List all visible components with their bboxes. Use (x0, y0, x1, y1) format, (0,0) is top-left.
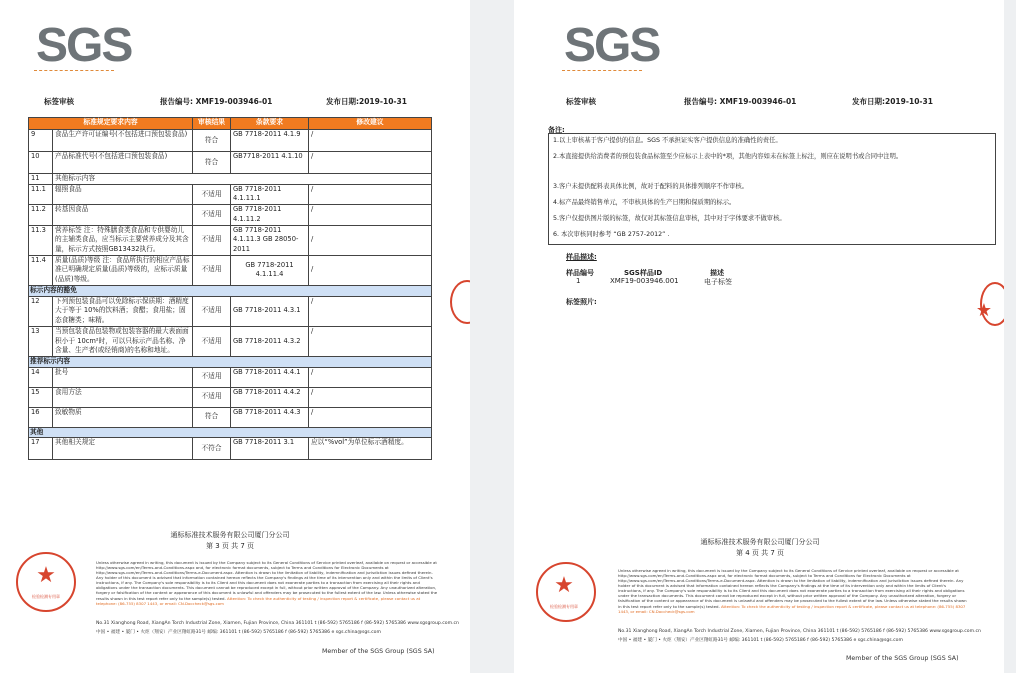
table-row (29, 255, 432, 285)
logo-divider (562, 70, 642, 71)
notes-box (548, 133, 996, 245)
row-advice: / (309, 184, 432, 204)
edge-seal (980, 282, 1004, 326)
row-clause: GB 7718-2011 3.1 (231, 438, 309, 460)
section-row (29, 285, 432, 296)
seal-star-icon: ★ (36, 563, 56, 588)
seal-text: 检验检测专用章 (550, 604, 578, 609)
seal-text: 检验检测专用章 (32, 594, 60, 599)
note-item: 5.客户仅提供图片版的标签，故仅对其标签信息审核，其中对于字体要求不做审核。 (553, 215, 786, 222)
table-row (29, 152, 432, 174)
row-content: 产品标准代号(不包括进口预包装食品) (53, 152, 193, 174)
edge-seal-star-icon: ★ (975, 300, 993, 321)
address-en: No.31 Xianghong Road, XiangAn Torch Industrial Zone, Xiamen, Fujian Province, China 361101 t (86-592) 5765186 f (86-592) 5765386 www.sgsgroup.com.cn (96, 621, 459, 626)
header-issue-date: 发布日期:2019-10-31 (852, 97, 933, 106)
row-advice: / (309, 367, 432, 387)
section-title: 推荐标示内容 (29, 356, 432, 367)
table-row (29, 387, 432, 407)
member-note: Member of the SGS Group (SGS SA) (846, 655, 959, 662)
row-advice: / (309, 407, 432, 427)
row-clause: GB 7718-2011 4.1.11.1 (231, 184, 309, 204)
row-result: 不适用 (193, 225, 231, 255)
note-item: 2.本直接提供给消费者的预包装食品标签至少应标示上表中的*项，其他内容如未在标签上标注，则应在说明书或合同中注明。 (553, 153, 903, 160)
row-clause: GB7718-2011 4.1.10 (231, 152, 309, 174)
row-result: 不适用 (193, 296, 231, 326)
row-advice: / (309, 205, 432, 225)
row-number: 9 (29, 130, 53, 152)
row-result: 符合 (193, 130, 231, 152)
row-content: 转基因食品 (53, 205, 193, 225)
row-content: 营养标签 注：特殊膳食类食品和专供婴幼儿的主辅类食品，应当标示主要营养成分及其含量，标示方式按照GB13432执行。 (53, 225, 193, 255)
row-content: 当预包装食品包装物或包装容器的最大表面面积小于 10cm²时，可以只标示产品名称、净含量、生产者(或经销商)的名称和地址。 (53, 326, 193, 356)
page-footer-center (650, 537, 870, 558)
row-advice: / (309, 225, 432, 255)
row-result: 不适用 (193, 205, 231, 225)
row-content: 食用方法 (53, 387, 193, 407)
attention-text: Attention: To check the authenticity of testing / inspection report & certificate, please contact us at telephone: (86-755) 8307 1443, or email: CN.Doccheck@sgs.com (618, 603, 966, 614)
table-row (29, 174, 432, 185)
section-row (29, 427, 432, 438)
header-issue-date: 发布日期:2019-10-31 (326, 97, 407, 106)
table-row (29, 205, 432, 225)
row-advice: / (309, 326, 432, 356)
row-advice: / (309, 152, 432, 174)
table-row (29, 130, 432, 152)
row-content: 下列预包装食品可以免除标示保质期：酒精度大于等于 10%的饮料酒；食醋；食用盐；固态食糖类；味精。 (53, 296, 193, 326)
logo-divider (34, 70, 114, 71)
header-left: 标签审核 (44, 97, 74, 106)
row-number: 15 (29, 387, 53, 407)
sgs-logo: SGS (36, 19, 132, 72)
row-number: 11 (29, 174, 53, 185)
row-clause: GB 7718-2011 4.1.9 (231, 130, 309, 152)
row-result: 符合 (193, 152, 231, 174)
terms-text: Unless otherwise agreed in writing, this document is issued by the Company subject to its General Conditions of Service printed overleaf, available on request or accessible at http://www.sgs.com/en/Terms-and-Conditions.aspx and, for electronic format documents, subject to Terms and Conditions for Electronic Documents at http://www.sgs.com/en/Terms-and-Conditions/Terms-e-Document.aspx. Attention is drawn to the limitation of liability, indemnification and jurisdiction issues defined therein. Any holder of this document is advised that information contained hereon reflects the Company's findings at the time of its intervention only and within the limits of Client's instructions, if any. The Company's sole responsibility is to its Client and this document does not exonerate parties to a transaction from exercising all their rights and obligations under the transaction documents. This document cannot be reproduced except in full, without prior written approval of the Company. Any unauthorized alteration, forgery or falsification of the content or appearance of this document is unlawful and offenders may be prosecuted to the fullest extent of the law. Unless otherwise stated the results shown in this test report refer only to the sample(s) tested. (618, 568, 967, 609)
page-footer-center (130, 530, 330, 551)
row-content: 质量(品质)等级 注：食品所执行的相应产品标准已明确规定质量(品质)等级的，应标示质量(品质)等级。 (53, 255, 193, 285)
row-result: 不适用 (193, 367, 231, 387)
report-page-4 (514, 0, 1004, 673)
row-number: 12 (29, 296, 53, 326)
row-content: 食品生产许可证编号(不包括进口预包装食品) (53, 130, 193, 152)
row-number: 11.3 (29, 225, 53, 255)
sample-description-label: 样品描述: (566, 253, 597, 261)
column-header: 审核结果 (193, 118, 231, 130)
row-number: 13 (29, 326, 53, 356)
page-number: 第 4 页 共 7 页 (735, 548, 785, 557)
row-number: 11.1 (29, 184, 53, 204)
terms-text: Unless otherwise agreed in writing, this document is issued by the Company subject to its General Conditions of Service printed overleaf, available on request or accessible at http://www.sgs.com/en/Terms-and-Conditions.aspx and, for electronic format documents, subject to Terms and Conditions for Electronic Documents at http://www.sgs.com/en/Terms-and-Conditions/Terms-e-Document.aspx. Attention is drawn to the limitation of liability, indemnification and jurisdiction issues defined therein. Any holder of this document is advised that information contained hereon reflects the Company's findings at the time of its intervention only and within the limits of Client's instructions, if any. The Company's sole responsibility is to its Client and this document does not exonerate parties to a transaction from exercising all their rights and obligations under the transaction documents. This document cannot be reproduced except in full, without prior written approval of the Company. Any unauthorized alteration, forgery or falsification of the content or appearance of this document is unlawful and offenders may be prosecuted to the fullest extent of the law. Unless otherwise stated the results shown in this test report refer only to the sample(s) tested. (96, 560, 438, 601)
row-result: 不适用 (193, 387, 231, 407)
sample-header-sgs-id: SGS样品ID (624, 269, 663, 277)
row-content: 其他标示内容 (53, 174, 432, 185)
sample-number: 1 (576, 277, 581, 285)
table-row (29, 407, 432, 427)
report-page-3 (0, 0, 470, 673)
row-clause: GB 7718-2011 4.3.1 (231, 296, 309, 326)
label-photo-label: 标签照片: (566, 298, 597, 306)
row-advice: / (309, 130, 432, 152)
note-item: 1.以上审核基于客户提供的信息。SGS 不承担证实客户提供信息的准确性的责任。 (553, 137, 782, 144)
column-header: 条款要求 (231, 118, 309, 130)
terms-fine-print (96, 560, 438, 616)
member-note: Member of the SGS Group (SGS SA) (322, 648, 435, 655)
row-number: 11.4 (29, 255, 53, 285)
table-row (29, 225, 432, 255)
row-content: 批号 (53, 367, 193, 387)
address-en: No.31 Xianghong Road, XiangAn Torch Industrial Zone, Xiamen, Fujian Province, China 361101 t (86-592) 5765186 f (86-592) 5765386 www.sgsgroup.com.cn (618, 629, 981, 634)
sample-description: 电子标签 (704, 278, 732, 286)
row-result: 不适用 (193, 326, 231, 356)
review-table (28, 117, 432, 460)
row-number: 11.2 (29, 205, 53, 225)
seal-star-icon: ★ (554, 573, 574, 598)
table-row (29, 326, 432, 356)
attention-text: Attention: To check the authenticity of testing / inspection report & certificate, please contact us at telephone: (86-755) 8307 1443, or email: CN.Doccheck@sgs.com (96, 595, 421, 606)
row-advice: / (309, 387, 432, 407)
section-row (29, 356, 432, 367)
address-cn: 中国 • 福建 • 厦门 • 火炬（翔安）产业区翔虹路31号 邮编: 361101 t (86-592) 5765186 f (86-592) 5765386 e sgs.china@sgs.com (96, 630, 381, 635)
row-content: 辐照食品 (53, 184, 193, 204)
note-item: 3.客户未提供配料表具体比例，故对于配料的具体排列顺序不作审核。 (553, 183, 748, 190)
sample-header-desc: 描述 (710, 269, 724, 277)
column-header: 修改建议 (309, 118, 432, 130)
table-row (29, 296, 432, 326)
edge-seal (450, 280, 470, 324)
sample-sgs-id: XMF19-003946.001 (610, 277, 679, 285)
row-advice: / (309, 255, 432, 285)
row-clause: GB 7718-2011 4.3.2 (231, 326, 309, 356)
row-clause: GB 7718-2011 4.4.1 (231, 367, 309, 387)
row-number: 17 (29, 438, 53, 460)
sample-header-id: 样品编号 (566, 269, 594, 277)
row-content: 其他相关规定 (53, 438, 193, 460)
row-number: 14 (29, 367, 53, 387)
row-clause: GB 7718-2011 4.1.11.3 GB 28050-2011 (231, 225, 309, 255)
page-number: 第 3 页 共 7 页 (205, 541, 255, 550)
row-content: 致敏物质 (53, 407, 193, 427)
notes-title: 备注: (548, 126, 565, 134)
table-header-row (29, 118, 432, 130)
note-item: 6. 本次审核同时参考 “GB 2757-2012” . (553, 231, 670, 238)
table-row (29, 367, 432, 387)
row-result: 符合 (193, 407, 231, 427)
header-report-number: 报告编号: XMF19-003946-01 (160, 97, 273, 106)
note-item: 4.标产品最终销售单元，不审核具体的生产日期和保质期的标示。 (553, 199, 736, 206)
row-result: 不适用 (193, 255, 231, 285)
row-clause: GB 7718-2011 4.1.11.2 (231, 205, 309, 225)
section-title: 其他 (29, 427, 432, 438)
row-number: 10 (29, 152, 53, 174)
terms-fine-print (618, 568, 970, 624)
row-clause: GB 7718-2011 4.4.3 (231, 407, 309, 427)
row-number: 16 (29, 407, 53, 427)
table-row (29, 438, 432, 460)
row-clause: GB 7718-2011 4.1.11.4 (231, 255, 309, 285)
address-cn: 中国 • 福建 • 厦门 • 火炬（翔安）产业区翔虹路31号 邮编: 361101 t (86-592) 5765186 f (86-592) 5765386 e sgs.china@sgs.com (618, 638, 903, 643)
row-clause: GB 7718-2011 4.4.2 (231, 387, 309, 407)
column-header: 标准规定要求内容 (29, 118, 193, 130)
sgs-logo: SGS (564, 19, 660, 72)
company-name: 通标标准技术服务有限公司厦门分公司 (700, 538, 820, 546)
row-advice: / (309, 296, 432, 326)
company-name: 通标标准技术服务有限公司厦门分公司 (170, 531, 290, 539)
section-title: 标示内容的豁免 (29, 285, 432, 296)
header-left: 标签审核 (566, 97, 596, 106)
header-report-number: 报告编号: XMF19-003946-01 (684, 97, 797, 106)
table-row (29, 184, 432, 204)
row-result: 不适用 (193, 184, 231, 204)
row-advice: 应以“%vol”为单位标示酒精度。 (309, 438, 432, 460)
row-result: 不符合 (193, 438, 231, 460)
